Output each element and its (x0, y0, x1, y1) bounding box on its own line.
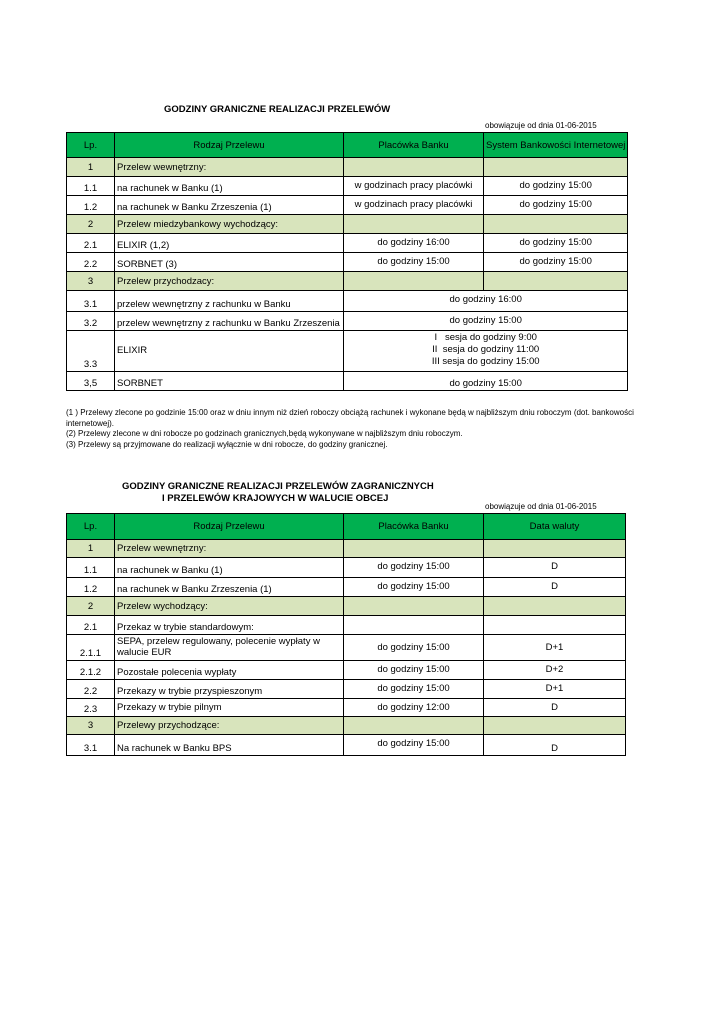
session-1: I sesja do godziny 9:00 (434, 332, 537, 343)
table-header (67, 133, 628, 158)
table1-title: GODZINY GRANICZNE REALIZACJI PRZELEWÓW (164, 104, 391, 115)
table-row: 3.1 Na rachunek w Banku BPS do godziny 15:00 D (67, 735, 626, 756)
footnote-3: (3) Przelewy są przyjmowane do realizacji wyłącznie w dni robocze, do godziny granicznej. (66, 439, 388, 449)
table-row: 3.1 przelew wewnętrzny z rachunku w Banku do godziny 16:00 (67, 291, 628, 312)
footnote-2: (2) Przelewy zlecone w dni robocze po godzinach granicznych,będą wykonywane w najbliższym dniu roboczym. (66, 429, 463, 438)
table-row: 1.2 na rachunek w Banku Zrzeszenia (1) w godzinach pracy placówki do godziny 15:00 (67, 196, 628, 215)
session-2: II sesja do godziny 11:00 (432, 344, 540, 355)
col-branch: Placówka Banku (344, 133, 484, 158)
table2-valid-date: obowiązuje od dnia 01-06-2015 (485, 502, 597, 511)
table-row: 2.1 ELIXIR (1,2) do godziny 16:00 do godziny 15:00 (67, 234, 628, 253)
table-row: 2.1.1 SEPA, przelew regulowany, polecenie wypłaty w walucie EUR do godziny 15:00 D+1 (67, 635, 626, 661)
table-row: 2.2 Przekazy w trybie przyspieszonym do godziny 15:00 D+1 (67, 680, 626, 699)
footnote-1: (1 ) Przelewy zlecone po godzinie 15:00 oraz w dniu innym niż dzień roboczy obciążą rachunek i wykonane będą w najbliższym dniu roboczym (dot. bankowości internetowej). (66, 408, 634, 428)
table-row: 2.1.2 Pozostałe polecenia wypłaty do godziny 15:00 D+2 (67, 661, 626, 680)
table2-title-line1: GODZINY GRANICZNE REALIZACJI PRZELEWÓW ZAGRANICZNYCH (122, 481, 434, 492)
section-row: 2 Przelew wychodzący: (67, 597, 626, 616)
cutoff-times-table (66, 132, 628, 391)
section-row: 3 Przelew przychodzacy: (67, 272, 628, 291)
col-value-date: Data waluty (484, 514, 626, 540)
col-internet: System Bankowości Internetowej (484, 133, 628, 158)
table-row: 3.2 przelew wewnętrzny z rachunku w Banku Zrzeszenia do godziny 15:00 (67, 312, 628, 331)
table1-valid-date: obowiązuje od dnia 01-06-2015 (485, 121, 597, 130)
table-row: 1.2 na rachunek w Banku Zrzeszenia (1) do godziny 15:00 D (67, 578, 626, 597)
col-branch: Placówka Banku (344, 514, 484, 540)
col-type: Rodzaj Przelewu (115, 133, 344, 158)
session-3: III sesja do godziny 15:00 (431, 356, 540, 367)
col-type: Rodzaj Przelewu (115, 514, 344, 540)
table-row: 3,5 SORBNET do godziny 15:00 (67, 372, 628, 391)
foreign-transfers-table (66, 513, 626, 756)
table-row: 3.3 ELIXIR I sesja do godziny 9:00 II sesja do godziny 11:00 III sesja do godziny 15:00 (67, 331, 628, 372)
section-row: 2 Przelew miedzybankowy wychodzący: (67, 215, 628, 234)
section-row: 1 Przelew wewnętrzny: (67, 540, 626, 558)
section-row: 3 Przelewy przychodzące: (67, 717, 626, 735)
table-row: 2.2 SORBNET (3) do godziny 15:00 do godziny 15:00 (67, 253, 628, 272)
section-row: 1 Przelew wewnętrzny: (67, 158, 628, 177)
table-header (67, 514, 626, 540)
col-lp: Lp. (67, 514, 115, 540)
table-row: 2.3 Przekazy w trybie pilnym do godziny 12:00 D (67, 699, 626, 717)
table-row: 1.1 na rachunek w Banku (1) do godziny 15:00 D (67, 558, 626, 578)
col-lp: Lp. (67, 133, 115, 158)
table-row: 1.1 na rachunek w Banku (1) w godzinach pracy placówki do godziny 15:00 (67, 177, 628, 196)
table-row: 2.1 Przekaz w trybie standardowym: (67, 616, 626, 635)
footnotes (66, 408, 636, 450)
table2-title-line2: I PRZELEWÓW KRAJOWYCH W WALUCIE OBCEJ (162, 493, 389, 504)
